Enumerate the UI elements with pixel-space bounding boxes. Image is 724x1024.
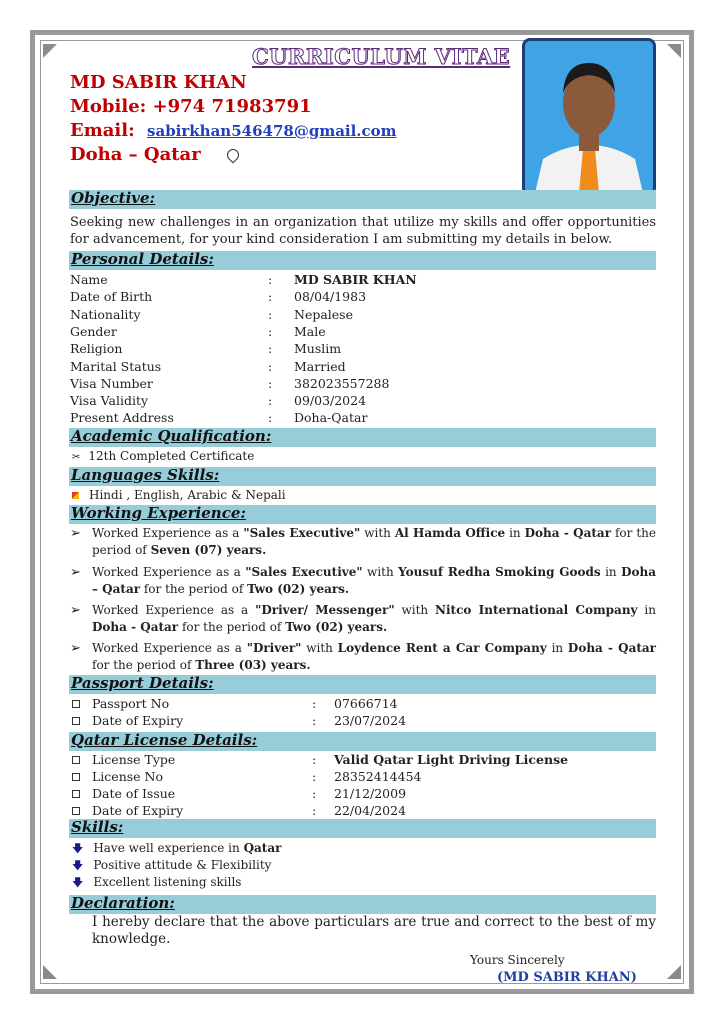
detail-colon: : [268,289,273,305]
arrow-bullet-icon: ➢ [70,603,81,618]
detail-value: 28352414454 [334,769,422,784]
section-heading: Academic Qualification: [71,427,272,445]
detail-label: Nationality [70,306,141,322]
detail-colon: : [312,803,317,818]
academic-item: ✂ 12th Completed Certificate [72,449,255,463]
section-heading: Objective: [71,189,156,207]
languages-item: Hindi , English, Arabic & Nepali [72,487,286,503]
location-line [70,144,239,165]
skill-item [72,874,241,891]
square-bullet-icon [72,790,80,798]
email-label: Email: [70,120,135,141]
section-license [69,732,656,751]
detail-label: Date of Expiry [92,713,184,728]
section-personal-details [69,251,656,270]
section-heading: Working Experience: [71,504,246,522]
arrow-bullet-icon: ➢ [70,641,81,656]
skill-text: Excellent listening skills [93,875,242,889]
detail-value: Nepalese [294,306,353,322]
declaration-text: I hereby declare that the above particulars are true and correct to the best of my knowledge. [92,914,656,947]
detail-value: 382023557288 [294,375,390,391]
section-heading: Skills: [71,818,124,836]
detail-label: Date of Birth [70,289,153,305]
detail-colon: : [268,323,273,339]
section-heading: Languages Skills: [71,466,220,484]
section-languages [69,467,656,486]
section-experience [69,505,656,524]
down-arrow-icon: 🡇 [72,859,84,872]
email-line [70,120,397,141]
document-title: CURRICULUM VITAE [252,44,511,69]
detail-label: Date of Expiry [92,803,184,818]
section-declaration [69,895,656,914]
detail-label: License Type [92,752,176,767]
skill-text: Positive attitude & Flexibility [93,858,272,872]
email-link[interactable]: sabirkhan546478@gmail.com [147,122,397,140]
detail-label: Visa Validity [70,393,149,409]
section-heading: Passport Details: [71,674,214,692]
section-heading: Qatar License Details: [71,731,258,749]
detail-label: Visa Number [70,375,153,391]
detail-value: 08/04/1983 [294,289,367,305]
skill-text: Have well experience in Qatar [93,841,282,855]
detail-colon: : [268,358,273,374]
detail-colon: : [268,306,273,322]
detail-colon: : [312,713,317,728]
detail-label: Religion [70,341,123,357]
detail-value: Married [294,358,346,374]
mobile-number: Mobile: +974 71983791 [70,96,312,117]
detail-value: MD SABIR KHAN [294,272,417,287]
section-heading: Personal Details: [71,250,214,268]
corner-ornament [43,44,57,58]
closing-text: Yours Sincerely [470,953,565,967]
location-pin-icon [224,147,241,164]
section-heading: Declaration: [71,894,175,912]
profile-photo [522,38,656,196]
detail-value: Doha-Qatar [294,410,368,426]
corner-ornament [667,965,681,979]
signature-name: (MD SABIR KHAN) [497,970,637,985]
detail-colon: : [312,752,317,767]
detail-label: Present Address [70,410,174,426]
corner-ornament [667,44,681,58]
detail-label: Gender [70,323,117,339]
experience-item: Worked Experience as a "Driver" with Loydence Rent a Car Company in Doha - Qatar for the period of Three (03) years. [92,641,656,672]
detail-colon: : [312,786,317,801]
section-passport [69,675,656,694]
detail-colon: : [268,341,273,357]
detail-colon: : [312,696,317,711]
detail-value: 07666714 [334,696,398,711]
detail-value: 21/12/2009 [334,786,407,801]
square-bullet-icon [72,756,80,764]
section-academic [69,428,656,447]
section-skills [69,819,656,838]
detail-label: Marital Status [70,358,162,374]
square-bullet-icon [72,700,80,708]
detail-value: Valid Qatar Light Driving License [334,752,569,767]
skill-item [72,840,281,857]
detail-value: Muslim [294,341,342,357]
corner-ornament [43,965,57,979]
detail-value: 22/04/2024 [334,803,407,818]
square-bullet-icon [72,773,80,781]
detail-label: Name [70,272,108,287]
detail-label: License No [92,769,163,784]
arrow-bullet-icon: ➢ [70,565,81,580]
detail-colon: : [312,769,317,784]
objective-text: Seeking new challenges in an organization that utilize my skills and offer opportunities for advancement, for your kind consideration I am submitting my details in below. [70,215,656,247]
arrow-bullet-icon: ➢ [70,526,81,541]
experience-item: Worked Experience as a "Driver/ Messenger" with Nitco International Company in Doha - Qatar for the period of Two (02) years. [92,603,657,634]
location-text: Doha – Qatar [70,144,201,165]
detail-label: Date of Issue [92,786,176,801]
square-bullet-icon [72,717,80,725]
detail-colon: : [268,375,273,391]
detail-label: Passport No [92,696,170,711]
detail-colon: : [268,272,273,287]
detail-value: 23/07/2024 [334,713,407,728]
diamond-bullet-icon [72,492,79,499]
down-arrow-icon: 🡇 [72,876,84,889]
down-arrow-icon: 🡇 [72,842,84,855]
detail-colon: : [268,393,273,409]
skill-item [72,857,271,874]
section-objective [69,190,656,209]
square-bullet-icon [72,807,80,815]
detail-value: Male [294,323,326,339]
experience-item: Worked Experience as a "Sales Executive" with Yousuf Redha Smoking Goods in Doha – Qatar for the period of Two (02) years. [92,565,657,596]
candidate-name: MD SABIR KHAN [70,72,247,93]
detail-colon: : [268,410,273,426]
detail-value: 09/03/2024 [294,393,367,409]
experience-item: Worked Experience as a "Sales Executive" with Al Hamda Office in Doha - Qatar for the period of Seven (07) years. [92,526,656,557]
scissors-icon: ✂ [72,452,81,463]
